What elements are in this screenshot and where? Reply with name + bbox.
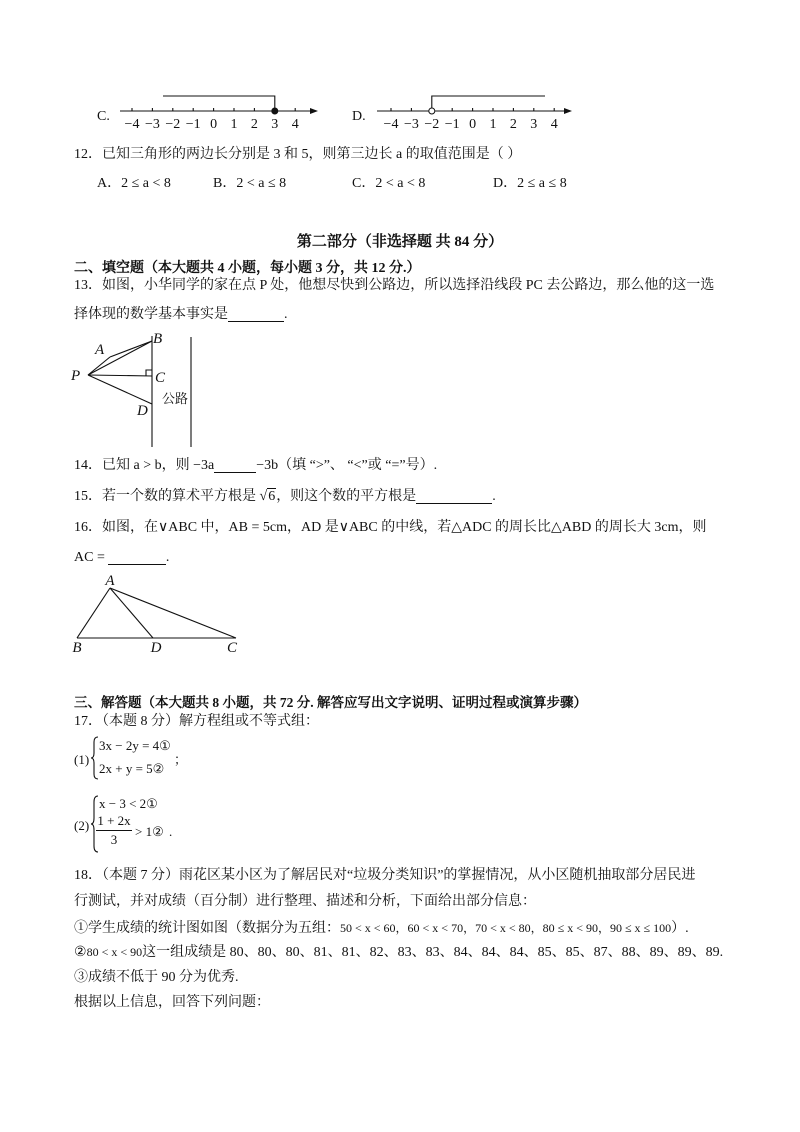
- number-line-tick-label: 4: [550, 117, 558, 132]
- q11-option-d-label: D.: [352, 109, 366, 124]
- number-line-tick-label: 1: [489, 117, 497, 132]
- point-label-a: A: [95, 342, 105, 358]
- fraction-denominator: 3: [96, 830, 132, 849]
- section3-heading: 三、解答题（本大题共 8 小题，共 72 分. 解答应写出文字说明、证明过程或演算步骤）: [74, 695, 587, 710]
- segment-pa: [88, 357, 110, 375]
- number-line-arrow-icon: [564, 108, 572, 114]
- point-label-p: P: [71, 368, 81, 384]
- filled-endpoint-dot: [272, 108, 278, 114]
- q17-part1-equation1: 3x − 2y = 4①: [99, 738, 171, 753]
- q13-line2-end: .: [284, 307, 288, 322]
- q17-part2-inequality1: x − 3 < 2①: [99, 796, 158, 811]
- number-line-tick-label: −1: [444, 117, 460, 132]
- q12-option-a: A．2 ≤ a < 8: [97, 176, 171, 191]
- q16-end: .: [165, 550, 170, 565]
- q18-info1-prefix: ①学生成绩的统计图如图（数据分为五组：: [74, 921, 340, 936]
- point-label-d: D: [150, 640, 162, 656]
- q18-line2: 行测试，并对成绩（百分制）进行整理、描述和分析，下面给出部分信息：: [74, 894, 536, 909]
- fraction: [96, 812, 132, 849]
- number-line-tick-label: −3: [144, 117, 160, 132]
- q15-end: .: [492, 489, 496, 504]
- q12-option-c: C．2 < a < 8: [352, 176, 426, 191]
- number-line-tick-label: 3: [530, 117, 538, 132]
- q15-text-after: ，则这个数的平方根是: [276, 489, 417, 504]
- q16-line1: 16．如图，在∨ABC 中，AB = 5cm，AD 是∨ABC 的中线，若△ADC 的周长比△ABD 的周长大 3cm，则: [74, 520, 707, 535]
- q12-option-d: D．2 ≤ a ≤ 8: [493, 176, 567, 191]
- q16-triangle-figure: [66, 572, 250, 656]
- number-line-tick-label: 0: [469, 117, 477, 132]
- point-label-d: D: [137, 403, 148, 419]
- solution-set-bar: [163, 96, 275, 111]
- q16-line2-text: AC =: [74, 550, 105, 565]
- part2-title: 第二部分（非选择题 共 84 分）: [296, 234, 504, 250]
- q13-line1: 13．如图，小华同学的家在点 P 处，他想尽快到公路边，所以选择沿线段 PC 去公路边，那么他的这一选: [74, 278, 715, 293]
- open-endpoint-dot: [429, 108, 435, 114]
- q13-figure: [60, 328, 210, 450]
- q17-part2-inequality2-rest: > 1②: [135, 824, 164, 839]
- q12-stem: 12．已知三角形的两边长分别是 3 和 5，则第三边长 a 的取值范围是（ ）: [74, 147, 522, 162]
- side-ab: [77, 588, 110, 638]
- q18-line1: 18．（本题 7 分）雨花区某小区为了解居民对“垃圾分类知识”的掌握情况，从小区随机抽取部分居民进: [74, 868, 696, 883]
- q13-line2: [74, 305, 288, 325]
- q15-text-before: 15．若一个数的算术平方根是: [74, 489, 260, 504]
- radicand: 6: [268, 489, 276, 504]
- number-line-tick-label: 1: [230, 117, 238, 132]
- q16-line2: [74, 548, 169, 568]
- q17-part2-end: .: [169, 824, 173, 839]
- q11-option-c-number-line: [110, 84, 325, 136]
- q17-part1-equation2: 2x + y = 5②: [99, 761, 165, 776]
- median-ad: [110, 588, 153, 638]
- number-line-tick-label: 4: [291, 117, 299, 132]
- q18-closing: 根据以上信息，回答下列问题：: [74, 995, 270, 1010]
- point-label-c: C: [155, 370, 166, 386]
- q17-stem: 17．（本题 8 分）解方程组或不等式组：: [74, 714, 319, 729]
- q14-text-after: −3b（填 “>”、 “<”或 “=”号）.: [256, 458, 438, 473]
- q18-info1-groups: 50 < x < 60，60 < x < 70，70 < x < 80，80 ≤ x < 90，90 ≤ x ≤ 100: [340, 921, 672, 935]
- answer-blank: [416, 488, 492, 504]
- number-line-tick-label: −1: [185, 117, 201, 132]
- vertex-label-b: B: [72, 640, 82, 656]
- q13-line2-text: 择体现的数学基本事实是: [74, 307, 228, 322]
- q18-info2-text: 这一组成绩是 80、80、80、81、81、82、83、83、84、84、84、85、85、87、88、89、89、89.: [142, 945, 724, 960]
- answer-blank: [214, 457, 256, 473]
- q17-part1-end: ；: [174, 752, 188, 767]
- number-line-tick-label: 2: [509, 117, 517, 132]
- number-line-tick-label: −2: [165, 117, 181, 132]
- right-angle-mark: [146, 370, 152, 376]
- q17-part1-label: (1): [74, 752, 90, 767]
- vertex-label-a: A: [105, 573, 115, 589]
- fraction-numerator: 1 + 2x: [97, 813, 131, 828]
- q18-info3: ③成绩不低于 90 分为优秀.: [74, 970, 239, 985]
- segment-pc: [88, 375, 152, 376]
- number-line-tick-label: 3: [271, 117, 279, 132]
- q18-info2-range: 80 < x < 90: [86, 945, 143, 959]
- segment-ab: [110, 341, 152, 357]
- q12-option-b: B．2 < a ≤ 8: [213, 176, 287, 191]
- number-line-tick-label: −3: [403, 117, 419, 132]
- q18-info2-marker: ②: [74, 945, 87, 960]
- answer-blank: [108, 549, 166, 565]
- number-line-tick-label: 0: [210, 117, 218, 132]
- q17-part2-label: (2): [74, 818, 90, 833]
- q18-info2: [74, 942, 723, 963]
- answer-blank: [228, 306, 284, 322]
- number-line-tick-label: 2: [250, 117, 258, 132]
- section2-heading: 二、填空题（本大题共 4 小题，每小题 3 分，共 12 分.）: [74, 261, 421, 276]
- road-label: 公路: [162, 391, 189, 406]
- vertex-label-c: C: [226, 640, 238, 656]
- number-line-arrow-icon: [310, 108, 318, 114]
- number-line-tick-label: −4: [383, 117, 399, 132]
- solution-set-bar: [432, 96, 545, 111]
- number-line-tick-label: −2: [424, 117, 440, 132]
- point-label-b: B: [153, 331, 163, 347]
- q15-line: [74, 487, 496, 507]
- q18-info1: [74, 918, 689, 939]
- q14-text-before: 14．已知 a > b，则 −3a: [74, 458, 215, 473]
- q18-info1-suffix: ）.: [671, 921, 689, 936]
- q11-option-d-number-line: [370, 84, 582, 136]
- q11-option-c-label: C.: [97, 109, 110, 124]
- number-line-tick-label: −4: [124, 117, 140, 132]
- radical-sign: √: [259, 489, 268, 504]
- q14-line: [74, 456, 437, 476]
- segment-pd: [88, 375, 152, 404]
- side-ac: [110, 588, 236, 638]
